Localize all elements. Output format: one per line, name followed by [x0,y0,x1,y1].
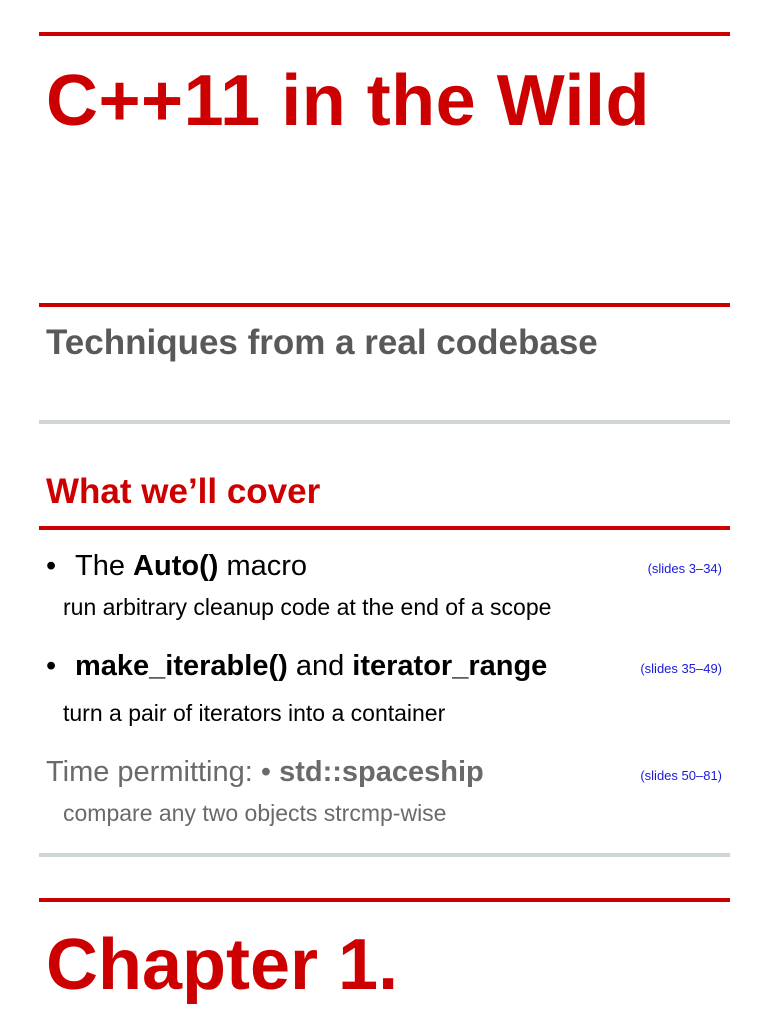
item-1-suffix: macro [226,550,308,582]
item-3-bold: std::spaceship [279,756,484,788]
subtitle-divider [39,420,730,424]
subtitle-top-rule [39,303,730,307]
top-rule [39,32,730,36]
item-3-line [46,756,484,789]
item-2-line [46,650,547,683]
chapter-heading: Chapter 1. [46,925,399,1005]
item-1-bold: Auto() [133,550,219,582]
list-divider [39,853,730,857]
item-1-line [46,550,307,583]
item-3-description: compare any two objects strcmp-wise [63,800,447,826]
item-1-prefix: The [75,550,125,582]
section-rule [39,526,730,530]
item-2-description: turn a pair of iterators into a container [63,700,446,726]
slide-subtitle: Techniques from a real codebase [46,323,598,362]
item-3-slides-ref[interactable]: (slides 50–81) [640,768,722,783]
item-1-slides-ref[interactable]: (slides 3–34) [647,561,722,576]
item-3-bullet: • [260,756,272,788]
slide-title: C++11 in the Wild [46,61,651,141]
item-3-prefix: Time permitting: [46,756,253,788]
item-2-bold: make_iterable() [75,650,288,682]
item-2-bullet: • [46,650,57,682]
item-1-description: run arbitrary cleanup code at the end of a scope [63,594,552,620]
item-1-bullet: • [46,550,57,582]
chapter-rule [39,898,730,902]
item-2-bold2: iterator_range [352,650,548,682]
item-2-slides-ref[interactable]: (slides 35–49) [640,661,722,676]
section-heading: What we’ll cover [46,472,321,511]
item-2-middle: and [295,650,345,682]
